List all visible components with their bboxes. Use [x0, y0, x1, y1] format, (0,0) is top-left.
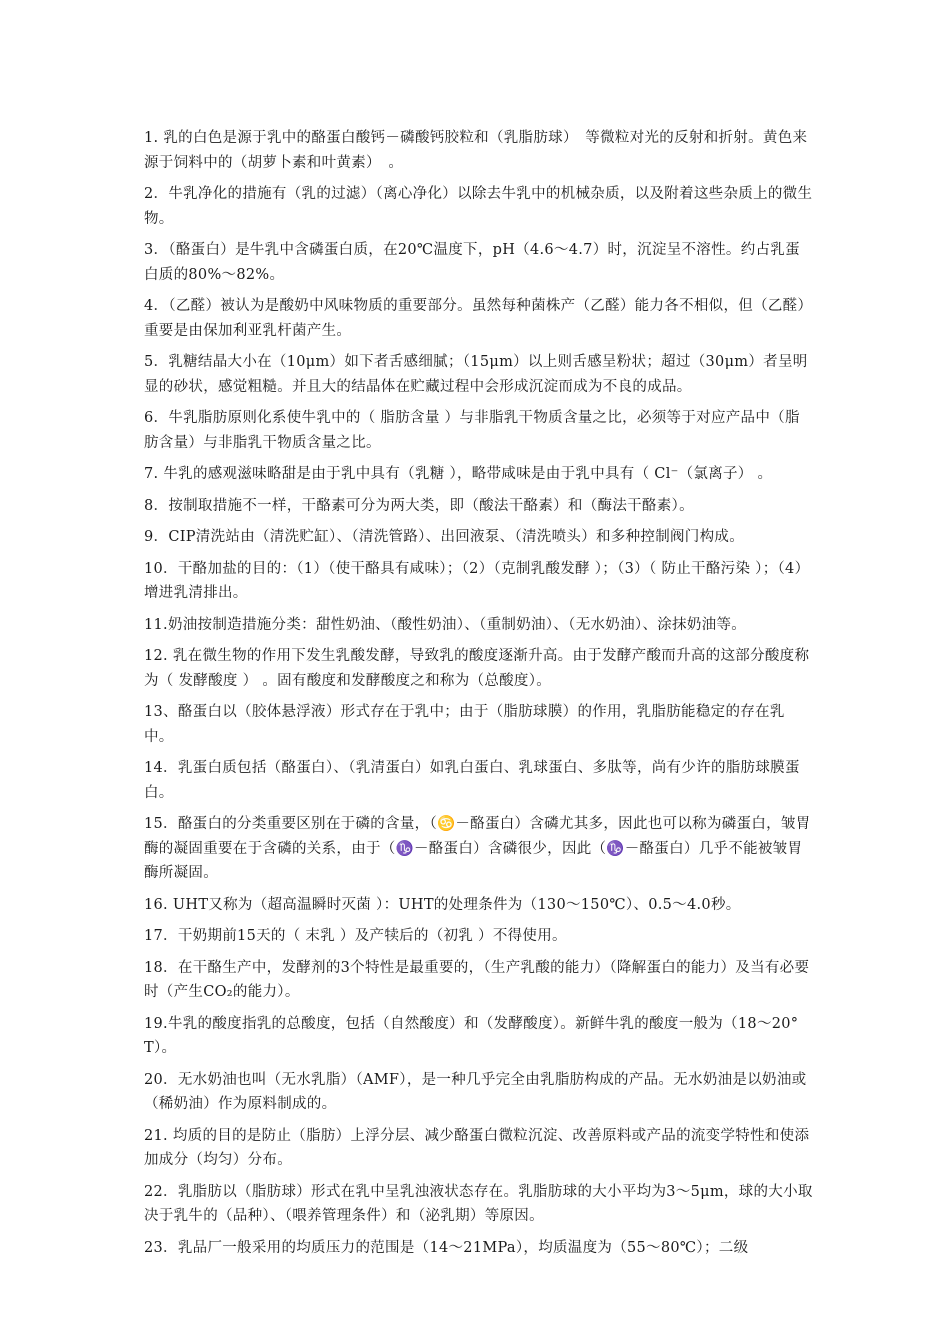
list-item: 11.奶油按制造措施分类：甜性奶油、（酸性奶油）、（重制奶油）、（无水奶油）、涂抹奶油等。 [144, 616, 747, 633]
list-item: 18．在干酪生产中，发酵剂的3个特性是最重要的，（生产乳酸的能力）（降解蛋白的能力）及当有必要时（产生CO₂的能力）。 [144, 959, 810, 1000]
list-item: 16. UHT又称为（超高温瞬时灭菌 ）：UHT的处理条件为（130～150℃）、0.5～4.0秒。 [144, 896, 741, 913]
list-item: 20．无水奶油也叫（无水乳脂）（AMF），是一种几乎完全由乳脂肪构成的产品。无水奶油是以奶油或（稀奶油）作为原料制成的。 [144, 1071, 807, 1112]
list-item: 1. 乳的白色是源于乳中的酪蛋白酸钙－磷酸钙胶粒和（乳脂肪球） 等微粒对光的反射和折射。黄色来源于饲料中的（胡萝卜素和叶黄素） 。 [144, 130, 808, 171]
list-item: 13、酪蛋白以（胶体悬浮液）形式存在于乳中；由于（脂肪球膜）的作用，乳脂肪能稳定的存在乳中。 [144, 704, 785, 745]
list-item: 19.牛乳的酸度指乳的总酸度，包括（自然酸度）和（发酵酸度）。新鲜牛乳的酸度一般为（18～20°T）。 [144, 1015, 799, 1056]
list-item: 8．按制取措施不一样，干酪素可分为两大类，即（酸法干酪素）和（酶法干酪素）。 [144, 497, 694, 514]
list-item: 4．（乙醛）被认为是酸奶中风味物质的重要部分。虽然每种菌株产（乙醛）能力各不相似，但（乙醛）重要是由保加利亚乳杆菌产生。 [144, 298, 813, 339]
list-item: 5．乳糖结晶大小在（10μm）如下者舌感细腻；（15μm）以上则舌感呈粉状；超过（30μm）者呈明显的砂状，感觉粗糙。并且大的结晶体在贮藏过程中会形成沉淀而成为不良的成品。 [144, 354, 808, 395]
list-item: 10．干酪加盐的目的：（1）（使干酪具有咸味）；（2）（克制乳酸发酵 ）；（3）（ 防止干酪污染 ）；（4）增进乳清排出。 [144, 560, 810, 601]
list-item: 7. 牛乳的感观滋味略甜是由于乳中具有（乳糖 ），略带咸味是由于乳中具有（ Cl⁻（氯离子） 。 [144, 466, 773, 482]
list-item: 21. 均质的目的是防止（脂肪）上浮分层、减少酪蛋白微粒沉淀、改善原料或产品的流变学特性和使添加成分（均匀）分布。 [144, 1127, 810, 1168]
list-item: 22．乳脂肪以（脂肪球）形式在乳中呈乳浊液状态存在。乳脂肪球的大小平均为3～5μm，球的大小取决于乳牛的（品种）、（喂养管理条件）和（泌乳期）等原因。 [144, 1183, 813, 1224]
document-body [144, 126, 814, 1267]
list-item: 3．（酪蛋白）是牛乳中含磷蛋白质，在20℃温度下，pH（4.6～4.7）时，沉淀呈不溶性。约占乳蛋白质的80%～82%。 [144, 242, 800, 283]
list-item: 9．CIP清洗站由（清洗贮缸）、（清洗管路）、出回液泵、（清洗喷头）和多种控制阀门构成。 [144, 529, 744, 545]
list-item: 2．牛乳净化的措施有（乳的过滤）（离心净化）以除去牛乳中的机械杂质，以及附着这些杂质上的微生物。 [144, 186, 813, 227]
list-item: 23．乳品厂一般采用的均质压力的范围是（14～21MPa），均质温度为（55～80℃）；二级 [144, 1239, 749, 1256]
list-item: 14．乳蛋白质包括（酪蛋白）、（乳清蛋白）如乳白蛋白、乳球蛋白、多肽等，尚有少许的脂肪球膜蛋白。 [144, 760, 800, 801]
list-item: 17．干奶期前15天的（ 末乳 ）及产犊后的（初乳 ）不得使用。 [144, 928, 567, 944]
list-item: 12. 乳在微生物的作用下发生乳酸发酵，导致乳的酸度逐渐升高。由于发酵产酸而升高的这部分酸度称为（ 发酵酸度 ） 。固有酸度和发酵酸度之和称为（总酸度）。 [144, 648, 810, 689]
list-item: 6．牛乳脂肪原则化系使牛乳中的（ 脂肪含量 ）与非脂乳干物质含量之比，必须等于对应产品中（脂肪含量）与非脂乳干物质含量之比。 [144, 410, 800, 451]
list-item: 15．酪蛋白的分类重要区别在于磷的含量，（♋－酪蛋白）含磷尤其多，因此也可以称为磷蛋白，皱胃酶的凝固重要在于含磷的关系，由于（♑－酪蛋白）含磷很少，因此（♑－酪蛋白）几乎不能被皱胃酶所凝固。 [144, 816, 811, 881]
